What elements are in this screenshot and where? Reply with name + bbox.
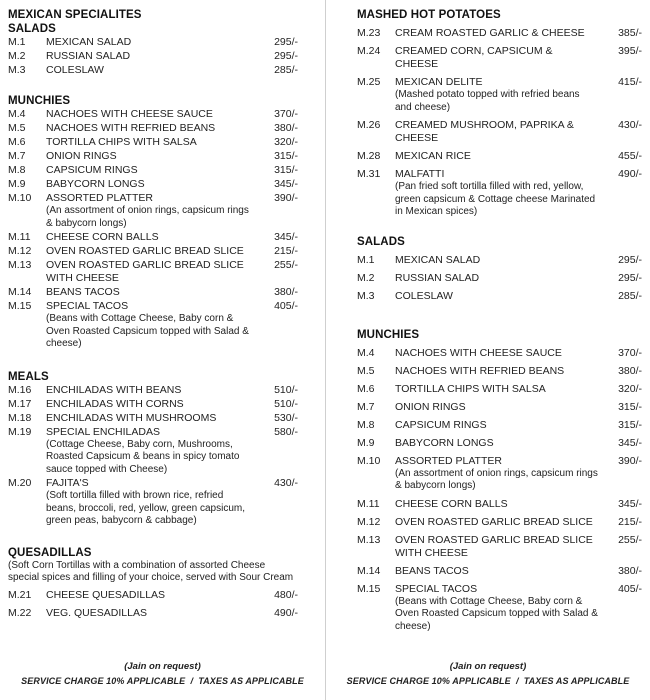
- item-code: M.4: [357, 346, 375, 359]
- menu-item: [8, 64, 298, 77]
- item-name-text: OVEN ROASTED GARLIC BREAD SLICE: [395, 515, 593, 528]
- menu-item: [8, 150, 298, 163]
- item-name-text: MALFATTI: [395, 168, 445, 180]
- item-code: M.11: [357, 497, 380, 510]
- item-code: M.25: [357, 76, 381, 88]
- item-name: [395, 150, 642, 163]
- item-price: 215/-: [274, 245, 298, 257]
- item-code: M.11: [8, 231, 31, 243]
- menu-item: [357, 455, 642, 493]
- item-name: [46, 136, 298, 149]
- item-price: 315/-: [274, 150, 298, 162]
- menu-item: [8, 122, 298, 135]
- item-name: [46, 122, 298, 135]
- item-price: 215/-: [618, 515, 642, 528]
- item-description: (Beans with Cottage Cheese, Baby corn & Oven Roasted Capsicum topped with Salad & cheese): [395, 595, 598, 632]
- item-code: M.3: [8, 64, 26, 76]
- munchies-list-right: [357, 347, 642, 634]
- item-name-text: MEXICAN RICE: [395, 150, 471, 162]
- item-name: [46, 607, 298, 620]
- menu-item: [8, 36, 298, 49]
- item-name-text: CREAMED CORN, CAPSICUM & CHEESE: [395, 45, 553, 70]
- item-name-text: ASSORTED PLATTER: [395, 454, 502, 467]
- menu-item: [8, 398, 298, 411]
- item-name-text: VEG. QUESADILLAS: [46, 606, 147, 619]
- item-price: 480/-: [274, 588, 298, 601]
- item-description: (Cottage Cheese, Baby corn, Mushrooms, Roasted Capsicum & beans in spicy tomato sauce topped with Cheese): [46, 438, 240, 475]
- item-code: M.2: [357, 271, 375, 284]
- item-code: M.1: [357, 253, 375, 266]
- item-code: M.5: [357, 364, 375, 377]
- item-name: [395, 119, 642, 145]
- menu-item: [8, 412, 298, 425]
- item-name-text: ASSORTED PLATTER: [46, 192, 153, 204]
- menu-item: [8, 245, 298, 258]
- item-code: M.1: [8, 36, 26, 48]
- item-name: [46, 50, 298, 63]
- menu-item: [357, 76, 642, 114]
- item-code: M.14: [8, 286, 32, 298]
- item-description: (An assortment of onion rings, capsicum rings & babycorn longs): [395, 467, 598, 491]
- item-price: 380/-: [274, 286, 298, 298]
- item-name: [395, 254, 642, 267]
- item-code: M.9: [357, 436, 375, 449]
- item-code: M.5: [8, 122, 26, 134]
- item-name-text: CHEESE QUESADILLAS: [46, 588, 166, 601]
- item-name: [46, 164, 298, 177]
- item-name: [395, 27, 642, 40]
- item-name-text: MEXICAN SALAD: [46, 36, 132, 48]
- item-price: 315/-: [618, 400, 642, 413]
- menu-item: [357, 119, 642, 145]
- item-code: M.13: [357, 533, 381, 546]
- item-description: (Pan fried soft tortilla filled with red, yellow, green capsicum & Cottage cheese Marinated in Mexican spices): [395, 181, 596, 217]
- item-code: M.26: [357, 119, 381, 131]
- item-price: 490/-: [274, 606, 298, 619]
- item-name-text: MEXICAN DELITE: [395, 76, 483, 88]
- item-price: 320/-: [618, 382, 642, 395]
- item-code: M.31: [357, 168, 381, 180]
- item-price: 345/-: [618, 497, 642, 510]
- item-name-text: BABYCORN LONGS: [395, 436, 494, 449]
- item-code: M.7: [357, 400, 375, 413]
- quesadillas-list: [8, 589, 298, 620]
- item-code: M.14: [357, 564, 381, 577]
- item-code: M.7: [8, 150, 26, 162]
- item-code: M.10: [357, 454, 381, 467]
- item-code: M.8: [8, 164, 26, 176]
- item-code: M.6: [8, 136, 26, 148]
- menu-item: [357, 272, 642, 285]
- item-description: (Mashed potato topped with refried beans and cheese): [395, 89, 580, 113]
- item-code: M.4: [8, 108, 26, 120]
- item-code: M.28: [357, 150, 381, 162]
- item-price: 255/-: [618, 533, 642, 546]
- item-code: M.22: [8, 606, 32, 619]
- item-name-text: ENCHILADAS WITH BEANS: [46, 383, 182, 396]
- item-name: [395, 583, 642, 634]
- item-name-text: RUSSIAN SALAD: [395, 271, 480, 284]
- item-name-text: OVEN ROASTED GARLIC BREAD SLICE WITH CHEESE: [395, 533, 593, 559]
- item-price: 580/-: [274, 425, 298, 438]
- munchies-list: [8, 108, 298, 351]
- item-price: 285/-: [274, 64, 298, 76]
- item-price: 510/-: [274, 383, 298, 396]
- section-heading-salads-right: SALADS: [357, 235, 405, 248]
- menu-item: [8, 192, 298, 230]
- item-price: 415/-: [618, 76, 642, 88]
- item-name: [395, 347, 642, 360]
- item-name: [46, 589, 298, 602]
- section-heading-meals: MEALS: [8, 370, 49, 383]
- item-code: M.21: [8, 588, 32, 601]
- item-name-text: BEANS TACOS: [46, 286, 120, 298]
- item-name-text: NACHOES WITH REFRIED BEANS: [395, 364, 565, 377]
- item-name-text: SPECIAL ENCHILADAS: [46, 425, 160, 438]
- item-price: 430/-: [618, 119, 642, 131]
- item-name: [46, 231, 298, 244]
- jain-note: (Jain on request): [124, 661, 201, 672]
- item-code: M.17: [8, 397, 32, 410]
- item-name: [395, 534, 642, 560]
- item-price: 295/-: [274, 50, 298, 62]
- item-price: 390/-: [274, 192, 298, 204]
- menu-item: [357, 150, 642, 163]
- item-name: [395, 565, 642, 578]
- item-name: [46, 36, 298, 49]
- item-name: [395, 383, 642, 396]
- jain-note-right: (Jain on request): [449, 661, 527, 672]
- item-name: [46, 108, 298, 121]
- menu-item: [357, 437, 642, 450]
- item-code: M.16: [8, 383, 32, 396]
- item-name-text: NACHOES WITH REFRIED BEANS: [46, 122, 216, 134]
- item-price: 405/-: [618, 582, 642, 595]
- menu-item: [8, 136, 298, 149]
- item-price: 380/-: [618, 364, 642, 377]
- menu-item: [8, 589, 298, 602]
- left-column: [8, 8, 298, 620]
- item-name-text: ENCHILADAS WITH CORNS: [46, 397, 184, 410]
- menu-item: [357, 516, 642, 529]
- item-name-text: BEANS TACOS: [395, 564, 469, 577]
- item-price: 385/-: [618, 27, 642, 39]
- menu-item: [8, 300, 298, 351]
- item-name: [395, 168, 642, 219]
- salads-list-right: [357, 254, 642, 303]
- item-name-text: FAJITA'S: [46, 477, 89, 489]
- menu-item: [357, 498, 642, 511]
- item-name-text: OVEN ROASTED GARLIC BREAD SLICE WITH CHEESE: [46, 259, 244, 284]
- quesadillas-description: (Soft Corn Tortillas with a combination of assorted Cheese special spices and filling of your choice, served with Sour Cream: [8, 559, 294, 583]
- item-code: M.6: [357, 382, 375, 395]
- item-name-text: CAPSICUM RINGS: [46, 164, 138, 176]
- item-price: 380/-: [274, 122, 298, 134]
- section-heading-salads: SALADS: [8, 23, 56, 35]
- item-name: [46, 150, 298, 163]
- item-name-text: ONION RINGS: [46, 150, 117, 162]
- item-price: 395/-: [618, 45, 642, 57]
- item-name-text: TORTILLA CHIPS WITH SALSA: [395, 382, 546, 395]
- section-heading-munchies: MUNCHIES: [8, 95, 71, 107]
- item-name: [46, 384, 298, 397]
- item-code: M.2: [8, 50, 26, 62]
- item-name: [395, 45, 642, 71]
- item-name: [46, 192, 298, 230]
- menu-item: [8, 607, 298, 620]
- item-name: [395, 290, 642, 303]
- column-divider: [325, 0, 326, 700]
- item-name: [46, 286, 298, 299]
- menu-item: [357, 290, 642, 303]
- item-code: M.18: [8, 411, 32, 424]
- item-code: M.3: [357, 289, 375, 302]
- item-code: M.12: [357, 515, 381, 528]
- menu-item: [357, 583, 642, 634]
- item-name-text: TORTILLA CHIPS WITH SALSA: [46, 136, 197, 148]
- item-name-text: BABYCORN LONGS: [46, 178, 145, 190]
- footer-left: [0, 660, 325, 688]
- item-name-text: ONION RINGS: [395, 400, 466, 413]
- item-name: [395, 365, 642, 378]
- item-code: M.15: [8, 300, 32, 312]
- item-name-text: CHEESE CORN BALLS: [46, 231, 159, 243]
- section-heading-mashed-potatoes: MASHED HOT POTATOES: [357, 9, 501, 21]
- item-price: 510/-: [274, 397, 298, 410]
- item-price: 295/-: [618, 253, 642, 266]
- item-code: M.13: [8, 259, 32, 271]
- item-name-text: COLESLAW: [395, 289, 453, 302]
- item-name: [395, 419, 642, 432]
- menu-item: [8, 259, 298, 285]
- item-price: 530/-: [274, 411, 298, 424]
- item-name-text: CREAM ROASTED GARLIC & CHEESE: [395, 27, 585, 39]
- item-code: M.24: [357, 45, 381, 57]
- item-name-text: CHEESE CORN BALLS: [395, 497, 508, 510]
- item-code: M.12: [8, 245, 32, 257]
- item-name: [395, 498, 642, 511]
- item-name: [46, 259, 298, 285]
- menu-item: [8, 384, 298, 397]
- item-name: [46, 64, 298, 77]
- menu-item: [357, 45, 642, 71]
- item-name: [46, 477, 298, 528]
- menu-item: [357, 534, 642, 560]
- item-price: 490/-: [618, 168, 642, 180]
- item-code: M.23: [357, 27, 381, 39]
- item-name-text: CREAMED MUSHROOM, PAPRIKA & CHEESE: [395, 119, 574, 144]
- menu-item: [357, 419, 642, 432]
- item-name-text: NACHOES WITH CHEESE SAUCE: [46, 108, 213, 120]
- item-price: 390/-: [618, 454, 642, 467]
- menu-item: [8, 164, 298, 177]
- potatoes-list: [357, 27, 642, 219]
- item-name-text: NACHOES WITH CHEESE SAUCE: [395, 346, 562, 359]
- item-name-text: COLESLAW: [46, 64, 104, 76]
- item-name: [395, 516, 642, 529]
- item-code: M.9: [8, 178, 26, 190]
- item-price: 430/-: [274, 477, 298, 489]
- item-name: [46, 300, 298, 351]
- item-price: 320/-: [274, 136, 298, 148]
- item-name: [46, 398, 298, 411]
- menu-item: [357, 565, 642, 578]
- menu-item: [357, 401, 642, 414]
- menu-title: MEXICAN SPECIALITES: [8, 9, 142, 21]
- item-code: M.15: [357, 582, 381, 595]
- item-name-text: RUSSIAN SALAD: [46, 50, 131, 62]
- item-description: (Soft tortilla filled with brown rice, refried beans, broccoli, red, yellow, green capsicum, green peas, babycorn & cabbage): [46, 490, 245, 526]
- item-name: [395, 401, 642, 414]
- item-name: [46, 412, 298, 425]
- menu-item: [8, 426, 298, 477]
- right-column: [357, 8, 642, 633]
- item-name-text: OVEN ROASTED GARLIC BREAD SLICE: [46, 245, 244, 257]
- item-name: [46, 245, 298, 258]
- service-charge-note-right: SERVICE CHARGE 10% APPLICABLE / TAXES AS APPLICABLE: [346, 676, 630, 686]
- item-price: 295/-: [618, 271, 642, 284]
- section-heading-quesadillas: QUESADILLAS: [8, 546, 92, 559]
- menu-item: [357, 365, 642, 378]
- item-price: 380/-: [618, 564, 642, 577]
- menu-item: [8, 477, 298, 528]
- item-price: 370/-: [274, 108, 298, 120]
- menu-item: [8, 108, 298, 121]
- item-name-text: ENCHILADAS WITH MUSHROOMS: [46, 411, 217, 424]
- menu-item: [357, 383, 642, 396]
- item-price: 315/-: [618, 418, 642, 431]
- item-name: [46, 426, 298, 477]
- item-name: [395, 76, 642, 114]
- section-heading-munchies-right: MUNCHIES: [357, 328, 420, 341]
- menu-item: [357, 168, 642, 219]
- item-code: M.19: [8, 425, 32, 438]
- meals-list: [8, 384, 298, 528]
- item-description: (Beans with Cottage Cheese, Baby corn & Oven Roasted Capsicum topped with Salad & cheese): [46, 313, 249, 349]
- footer-right: [326, 660, 650, 688]
- item-name-text: MEXICAN SALAD: [395, 253, 481, 266]
- menu-item: [8, 231, 298, 244]
- salads-list: [8, 36, 298, 77]
- menu-item: [357, 27, 642, 40]
- item-description: (An assortment of onion rings, capsicum rings & babycorn longs): [46, 205, 249, 229]
- item-name: [395, 437, 642, 450]
- item-name-text: SPECIAL TACOS: [46, 300, 129, 312]
- item-name: [395, 272, 642, 285]
- menu-item: [357, 347, 642, 360]
- menu-item: [8, 286, 298, 299]
- menu-item: [8, 178, 298, 191]
- item-code: M.10: [8, 192, 32, 204]
- item-price: 370/-: [618, 346, 642, 359]
- item-price: 345/-: [274, 178, 298, 190]
- item-name: [46, 178, 298, 191]
- item-price: 455/-: [618, 150, 642, 162]
- item-code: M.20: [8, 477, 32, 489]
- menu-item: [8, 50, 298, 63]
- item-name-text: SPECIAL TACOS: [395, 582, 478, 595]
- item-price: 345/-: [618, 436, 642, 449]
- item-price: 295/-: [274, 36, 298, 48]
- item-price: 405/-: [274, 300, 298, 312]
- item-price: 345/-: [274, 231, 298, 243]
- item-name: [395, 455, 642, 493]
- item-price: 255/-: [274, 259, 298, 271]
- item-price: 285/-: [618, 289, 642, 302]
- menu-item: [357, 254, 642, 267]
- item-code: M.8: [357, 418, 375, 431]
- item-price: 315/-: [274, 164, 298, 176]
- item-name-text: CAPSICUM RINGS: [395, 418, 487, 431]
- service-charge-note: SERVICE CHARGE 10% APPLICABLE / TAXES AS APPLICABLE: [21, 676, 304, 686]
